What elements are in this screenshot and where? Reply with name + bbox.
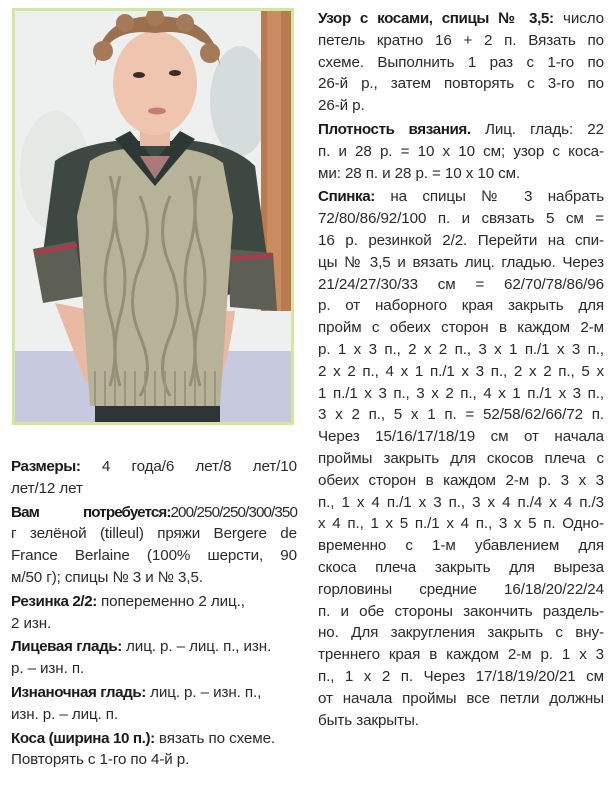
rib-label: Резинка 2/2: [11,592,97,610]
back-section: Спинка: на спицы № 3 набрать 72/80/86/92/100 п. и связать 5 см = 16 р. резинкой 2/2. Перейти на спи- цы № 3,5 и вязать лиц. гладью. Через 21/24/27/30/33 см = 62/70/78/86/96 р. от наборного края закрыть для пройм с обеих сторон в каждом 2-м р. 1 х 3 п., 2 х 2 п., 3 х 1 п./1 х 3 п., 2 х 2 п., 4 х 1 п./1 х 3 п., 2 х 2 п., 5 х 1 п./1 х 3 п., 3 х 2 п., 4 х 1 п./1 х 3 п., 3 х 2 п., 5 х 1 п. = 52/58/62/66/72 п. Через 15/16/17/18/19 см от начала проймы закрыть для скосов плеча с обеих сторон в каждом 2-м р. 3 х 3 п., 1 х 4 п./1 х 3 п., 3 х 4 п./4 х 4 п./3 х 4 п., 1 х 5 п./1 х 4 п., 3 х 5 п. Одно- временно с 1-м убавлением для скоса плеча закрыть для выреза горловины средние 16/18/20/22/24 п. и обе стороны закончить раздель- но. Для закругления закрыть с вну- треннего края в каждом 2-м р. 1 х 3 п., 1 х 2 п. Через 17/18/19/20/21 см от начала проймы все петли должны быть закрыты. [318,188,605,729]
cable-label: Коса (ширина 10 п.): [11,729,155,747]
materials-section: Вам потребуется:200/250/250/300/350 г зелёной (tilleul) пряжи Bergere de France Berlaine (100% шерсти, 90 м/50 г); спицы № 3 и № 3,5. [11,503,297,586]
materials-label: Вам потребуется: [11,503,171,521]
reverse-stockinette-section: Изнаночная гладь: лиц. р. – изн. п., изн. р. – лиц. п. [11,683,262,723]
back-label: Спинка: [318,188,375,206]
gauge-label: Плотность вязания. [318,120,471,138]
cable-pattern-label: Узор с косами, спицы № 3,5: [318,10,554,27]
model-photo [12,8,294,425]
stockinette-section: Лицевая гладь: лиц. р. – лиц. п., изн. р. – изн. п. [11,638,272,678]
gauge-section: Плотность вязания. Лиц. гладь: 22 п. и 28 р. = 10 х 10 см; узор с коса- ми: 28 п. и 28 р. = 10 х 10 см. [318,120,605,182]
stockinette-label: Лицевая гладь: [11,638,122,656]
left-column [11,456,297,773]
rib-section: Резинка 2/2: попеременно 2 лиц., 2 изн. [11,592,245,632]
boy-in-cable-vest-illustration [15,11,291,422]
cable-section: Коса (ширина 10 п.): вязать по схеме. Повторять с 1-го по 4-й р. [11,729,276,769]
right-column [318,8,604,733]
cable-pattern-section: Узор с косами, спицы № 3,5: число петель кратно 16 + 2 п. Вязать по схеме. Выполнить 1 раз с 1-го по 26-й р., затем повторять с 3-го по 26-й р. [318,10,605,115]
reverse-stockinette-label: Изнаночная гладь: [11,683,146,701]
sizes-section: Размеры: 4 года/6 лет/8 лет/10 лет/12 лет [11,458,297,497]
sizes-label: Размеры: [11,458,81,475]
